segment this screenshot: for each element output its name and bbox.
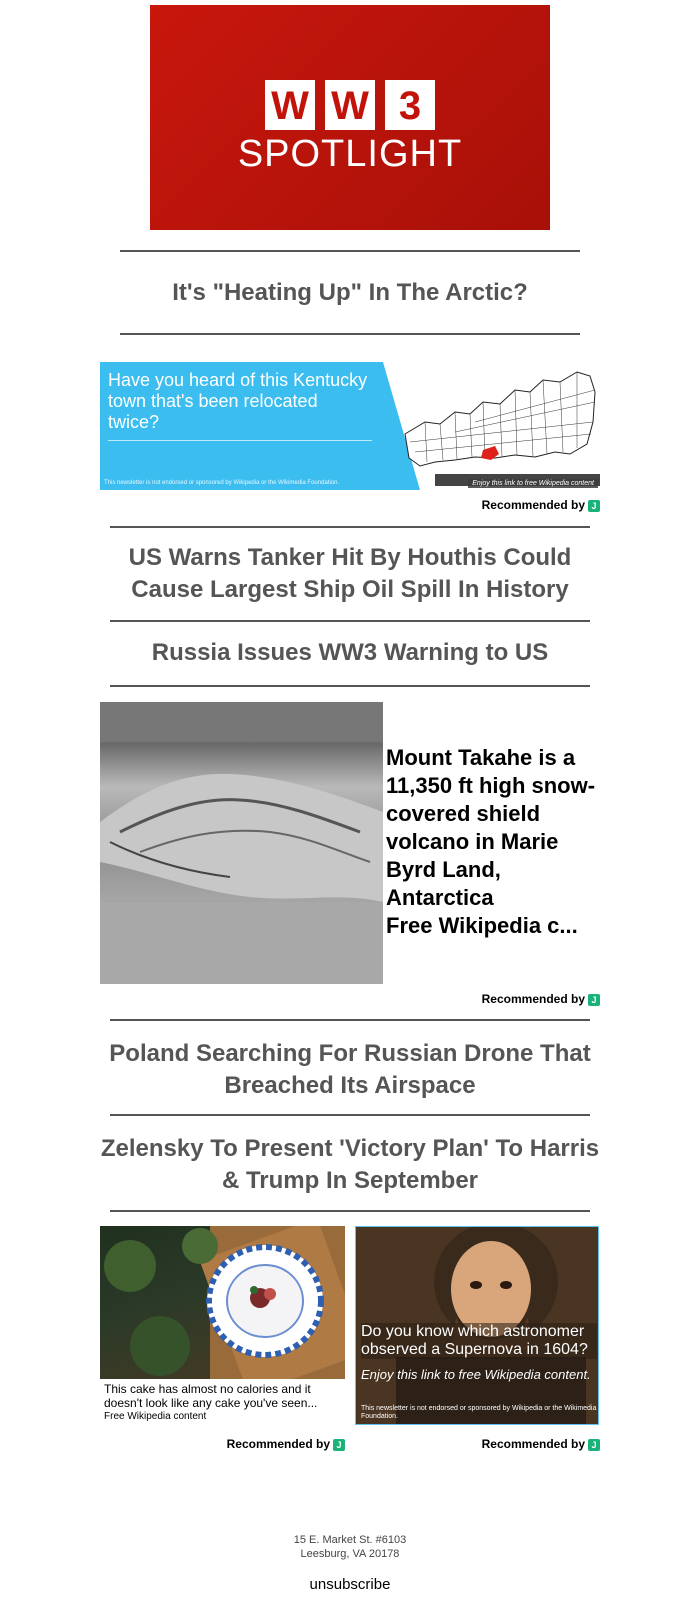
ad-takahe-text[interactable] — [386, 744, 601, 940]
headline-link[interactable]: Russia Issues WW3 Warning to US — [151, 639, 549, 666]
ad-cake-sub: Free Wikipedia content — [104, 1411, 207, 1422]
jeeng-logo-icon: J — [588, 994, 600, 1006]
jeeng-logo-icon: J — [588, 1439, 600, 1451]
ww3-spotlight-logo[interactable] — [150, 5, 550, 230]
jeeng-logo-icon: J — [333, 1439, 345, 1451]
ad-astronomer-question: Do you know which astronomer observed a Supernova in 1604? — [361, 1323, 597, 1359]
divider — [110, 1210, 590, 1212]
recommended-label: Recommended by — [481, 498, 585, 512]
ad-takahe-image[interactable] — [100, 702, 383, 984]
recommended-by[interactable] — [350, 498, 600, 512]
ad-disclaimer: This newsletter is not endorsed or sponsored by Wikipedia or the Wikimedia Foundation. — [361, 1405, 597, 1420]
recommended-by[interactable] — [355, 1437, 600, 1451]
ad-cake-image[interactable] — [100, 1226, 345, 1379]
recommended-label: Recommended by — [481, 992, 585, 1006]
divider — [108, 440, 372, 441]
headline-link[interactable]: US Warns Tanker Hit By Houthis Could Cause Largest Ship Oil Spill In History — [128, 544, 572, 603]
divider — [110, 620, 590, 622]
logo-letter: W — [325, 80, 375, 130]
unsubscribe-link[interactable]: unsubscribe — [309, 1576, 391, 1593]
ad-disclaimer: This newsletter is not endorsed or sponsored by Wikipedia or the Wikimedia Foundation. — [104, 480, 340, 486]
divider — [110, 1019, 590, 1021]
ad-astronomer-banner[interactable] — [355, 1226, 599, 1425]
ad-takahe-sub: Free Wikipedia c... — [386, 913, 578, 938]
headline-link[interactable]: Poland Searching For Russian Drone That Breached Its Airspace — [109, 1040, 591, 1099]
divider — [120, 250, 580, 252]
divider — [110, 526, 590, 528]
footer-address-line-2: Leesburg, VA 20178 — [300, 1548, 400, 1560]
footer-address-line-1: 15 E. Market St. #6103 — [293, 1534, 407, 1546]
volcano-photo — [100, 702, 383, 984]
headline-link[interactable]: Zelensky To Present 'Victory Plan' To Harris & Trump In September — [100, 1135, 600, 1194]
kentucky-map-image — [365, 362, 600, 490]
logo-wordmark: SPOTLIGHT — [237, 133, 463, 175]
ad-kentucky-caption: Enjoy this link to free Wikipedia content — [468, 479, 598, 488]
logo-letter: W — [265, 80, 315, 130]
ad-takahe-headline: Mount Takahe is a 11,350 ft high snow-covered shield volcano in Marie Byrd Land, Antarctica — [386, 745, 596, 910]
divider — [110, 685, 590, 687]
headline-link[interactable]: It's "Heating Up" In The Arctic? — [172, 279, 528, 306]
cake-photo — [100, 1226, 345, 1379]
recommended-label: Recommended by — [226, 1437, 330, 1451]
divider — [120, 333, 580, 335]
recommended-by[interactable] — [100, 1437, 345, 1451]
ad-kentucky-text: Have you heard of this Kentucky town that's been relocated twice? — [108, 370, 368, 432]
jeeng-logo-icon: J — [588, 500, 600, 512]
divider — [110, 1114, 590, 1116]
recommended-label: Recommended by — [481, 1437, 585, 1451]
ad-kentucky-banner[interactable] — [100, 362, 600, 490]
ad-cake-caption[interactable] — [104, 1382, 344, 1424]
logo-letter: 3 — [385, 80, 435, 130]
recommended-by[interactable] — [350, 992, 600, 1006]
ad-cake-text: This cake has almost no calories and it doesn't look like any cake you've seen... — [104, 1382, 318, 1410]
ad-astronomer-enjoy: Enjoy this link to free Wikipedia content. — [361, 1367, 591, 1382]
